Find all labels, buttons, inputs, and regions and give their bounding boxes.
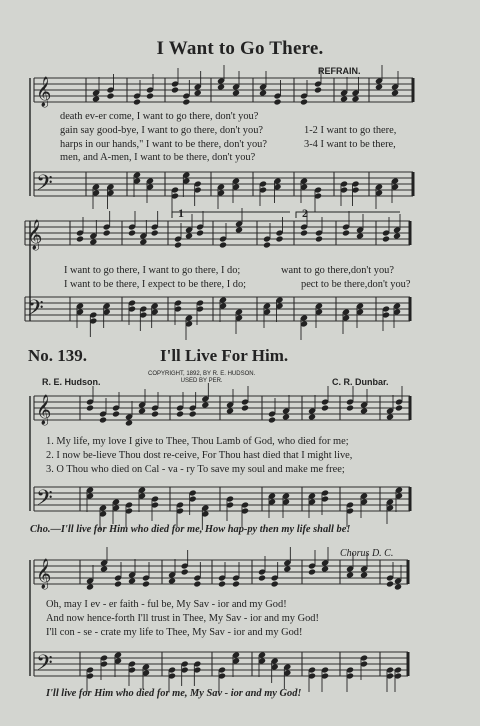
note-head (282, 413, 290, 420)
note-head (386, 413, 394, 420)
clef-icon: 𝄞 (36, 559, 52, 589)
chorus-line-2: I'll live for Him who died for me, My Sav - ior and my God! (46, 688, 302, 699)
second-system-line-2: I want to be there, I expect to be there, I do; (64, 279, 247, 290)
second-ending-bracket (296, 212, 400, 218)
refrain-label: REFRAIN. (318, 66, 361, 76)
verse-line-1: death ev-er come, I want to go there, don't you? (60, 111, 259, 122)
note-head (232, 89, 240, 96)
staff (25, 297, 410, 321)
note-head (128, 229, 136, 236)
lyricist: C. R. Dunbar. (332, 377, 389, 387)
note-head (235, 226, 243, 233)
copyright-line-1: COPYRIGHT, 1892, BY R. E. HUDSON. (148, 371, 256, 377)
note-head (125, 419, 133, 426)
note-head (218, 580, 226, 587)
note-head (258, 574, 266, 581)
note-head (391, 89, 399, 96)
note-head (300, 229, 308, 236)
clef-icon: 𝄞 (36, 77, 52, 107)
clef-icon: 𝄞 (27, 220, 43, 250)
refrain-line-2: 3-4 I want to be there, (304, 139, 396, 150)
note-head (386, 580, 394, 587)
note-head (321, 565, 329, 572)
note-head (76, 235, 84, 242)
note-head (128, 577, 136, 584)
note-head (185, 232, 193, 239)
note-head (346, 571, 354, 578)
verse-line-2: gain say good-bye, I want to go there, don't you? (60, 125, 263, 136)
note-head (340, 95, 348, 102)
note-head (138, 407, 146, 414)
note-head (174, 241, 182, 248)
note-head (394, 583, 402, 590)
note-head (226, 407, 234, 414)
note-head (201, 401, 209, 408)
note-head (263, 241, 271, 248)
note-head (360, 407, 368, 414)
second-ending-label: 2 (302, 206, 308, 220)
clef-icon: 𝄞 (36, 395, 52, 425)
note-head (92, 95, 100, 102)
note-head (271, 580, 279, 587)
hymn-verse-2: 2. I now be-lieve Thou dost re-ceive, For Thou hast died that I might live, (46, 450, 353, 461)
hymn-verse-5: And now hence-forth I'll trust in Thee, My Sav - ior and my God! (46, 613, 319, 624)
refrain-line-1: 1-2 I want to go there, (304, 125, 397, 136)
note-head (146, 92, 154, 99)
note-head (171, 86, 179, 93)
note-head (241, 404, 249, 411)
note-head (103, 229, 111, 236)
note-head (321, 404, 329, 411)
note-head (346, 404, 354, 411)
note-head (151, 229, 159, 236)
note-head (114, 580, 122, 587)
verse-line-4: men, and A-men, I want to be there, don't you? (60, 152, 256, 163)
note-head (308, 413, 316, 420)
second-ending-line-1: want to go there,don't you? (281, 265, 394, 276)
note-head (268, 416, 276, 423)
copyright-notice (148, 371, 255, 385)
hymn-verse-1: 1. My life, my love I give to Thee, Thou Lamb of God, who died for me; (46, 436, 349, 447)
note-head (342, 229, 350, 236)
note-head (360, 571, 368, 578)
note-head (351, 95, 359, 102)
note-head (189, 410, 197, 417)
note-head (86, 583, 94, 590)
note-head (99, 416, 107, 423)
clef-icon: 𝄢 (27, 296, 44, 326)
clef-icon: 𝄢 (36, 171, 53, 201)
note-head (151, 410, 159, 417)
note-head (273, 98, 281, 105)
clef-icon: 𝄢 (36, 651, 53, 681)
note-head (176, 410, 184, 417)
first-ending-label: 1 (178, 206, 184, 220)
note-head (275, 235, 283, 242)
note-head (168, 577, 176, 584)
note-head (133, 98, 141, 105)
note-head (219, 241, 227, 248)
chorus-dc-label: Chorus D. C. (340, 548, 394, 559)
second-ending-line-2: pect to be there,don't you? (301, 279, 411, 290)
note-head (308, 568, 316, 575)
note-head (283, 565, 291, 572)
verse-line-3: harps in our hands," I want to be there, don't you? (60, 139, 267, 150)
note-head (315, 235, 323, 242)
note-head (139, 238, 147, 245)
hymn-number: No. 139. (28, 346, 88, 365)
note-head (142, 580, 150, 587)
note-head (181, 568, 189, 575)
composer: R. E. Hudson. (42, 377, 101, 387)
note-head (196, 229, 204, 236)
clef-icon: 𝄢 (36, 486, 53, 516)
note-head (393, 232, 401, 239)
note-head (259, 89, 267, 96)
note-head (232, 580, 240, 587)
song-title: I Want to Go There. (156, 38, 324, 59)
note-head (89, 238, 97, 245)
note-head (314, 86, 322, 93)
note-head (106, 92, 114, 99)
note-head (375, 83, 383, 90)
first-ending-bracket (172, 212, 290, 218)
note-head (300, 98, 308, 105)
second-system-line-1: I want to go there, I want to go there, I do; (64, 265, 241, 276)
hymn-title: I'll Live For Him. (160, 346, 289, 365)
note-head (356, 232, 364, 239)
hymn-verse-6: I'll con - se - crate my life to Thee, My Sav - ior and my God! (46, 627, 303, 638)
note-head (112, 410, 120, 417)
note-head (194, 89, 202, 96)
note-head (86, 404, 94, 411)
hymn-verse-4: Oh, may I ev - er faith - ful be, My Sav - ior and my God! (46, 599, 287, 610)
hymn-verse-3: 3. O Thou who died on Cal - va - ry To save my soul and make me free; (46, 464, 345, 475)
note-head (182, 98, 190, 105)
note-head (100, 565, 108, 572)
note-head (193, 580, 201, 587)
chorus-line: Cho.—I'll live for Him who died for me, How hap-py then my life shall be! (30, 524, 351, 535)
note-head (217, 83, 225, 90)
note-head (382, 235, 390, 242)
note-head (395, 404, 403, 411)
copyright-line-2: USED BY PER. (180, 378, 223, 384)
